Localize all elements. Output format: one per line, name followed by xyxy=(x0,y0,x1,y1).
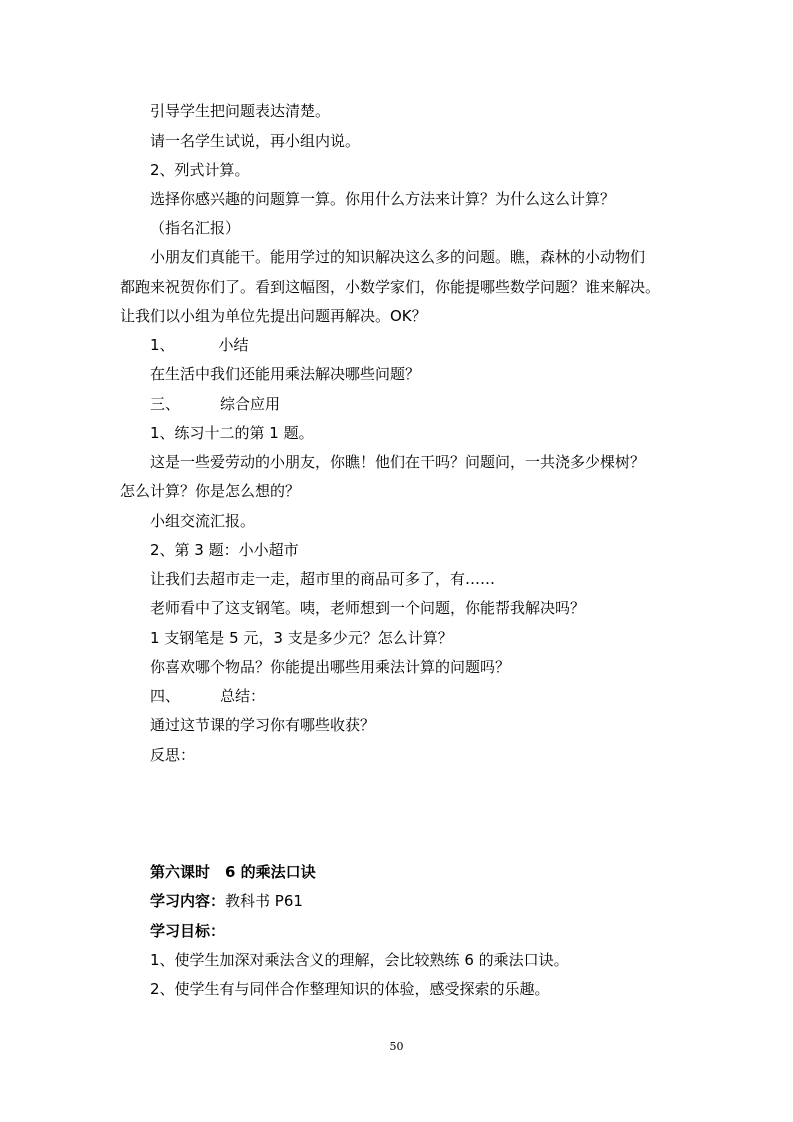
paragraph-line: 2、列式计算。 xyxy=(150,161,250,179)
paragraph-line: 都跑来祝贺你们了。看到这幅图，小数学家们，你能提哪些数学问题？谁来解决。 xyxy=(120,278,661,296)
lesson-content xyxy=(150,891,303,911)
paragraph-line: 让我们以小组为单位先提出问题再解决。OK？ xyxy=(120,307,427,325)
paragraph-line: 选择你感兴趣的问题算一算。你用什么方法来计算？为什么这么计算？ xyxy=(150,190,616,208)
section-heading-application xyxy=(150,394,280,414)
section-title: 小结 xyxy=(218,336,249,354)
paragraph-line: 2、第 3 题：小小超市 xyxy=(150,541,299,559)
paragraph-line: 1、练习十二的第 1 题。 xyxy=(150,424,314,442)
paragraph-line: 怎么计算？你是怎么想的？ xyxy=(120,482,301,500)
page-number: 50 xyxy=(389,1040,404,1053)
section-number: 四、 xyxy=(150,687,181,705)
paragraph-line: 请一名学生试说，再小组内说。 xyxy=(150,132,361,150)
paragraph-line: 让我们去超市走一走，超市里的商品可多了，有…… xyxy=(150,570,496,588)
paragraph-line: 在生活中我们还能用乘法解决哪些问题？ xyxy=(150,365,421,383)
section-heading-conclusion xyxy=(150,686,265,706)
lesson-goal-item: 2、使学生有与同伴合作整理知识的体验，感受探索的乐趣。 xyxy=(150,980,550,998)
lesson-title: 第六课时 6 的乘法口诀 xyxy=(150,863,316,881)
paragraph-line: 小朋友们真能干。能用学过的知识解决这么多的问题。瞧，森林的小动物们 xyxy=(150,248,646,266)
paragraph-line: 小组交流汇报。 xyxy=(150,512,256,530)
section-heading-summary xyxy=(150,335,249,355)
section-title: 总结： xyxy=(220,687,266,705)
paragraph-line: 这是一些爱劳动的小朋友，你瞧！他们在干吗？问题问，一共浇多少棵树？ xyxy=(150,453,646,471)
paragraph-line: 引导学生把问题表达清楚。 xyxy=(150,102,331,120)
paragraph-line: （指名汇报） xyxy=(150,219,241,237)
section-title: 综合应用 xyxy=(220,395,281,413)
lesson-content-value: 教科书 P61 xyxy=(225,892,303,910)
paragraph-line: 1 支钢笔是 5 元，3 支是多少元？怎么计算？ xyxy=(150,629,453,647)
lesson-goals-label: 学习目标： xyxy=(150,922,226,940)
paragraph-line: 反思： xyxy=(150,746,196,764)
lesson-content-label: 学习内容： xyxy=(150,892,226,910)
section-number: 1、 xyxy=(150,336,175,354)
paragraph-line: 你喜欢哪个物品？你能提出哪些用乘法计算的问题吗？ xyxy=(150,658,511,676)
section-number: 三、 xyxy=(150,395,181,413)
paragraph-line: 老师看中了这支钢笔。咦，老师想到一个问题，你能帮我解决吗？ xyxy=(150,599,586,617)
paragraph-line: 通过这节课的学习你有哪些收获？ xyxy=(150,716,376,734)
lesson-goal-item: 1、使学生加深对乘法含义的理解，会比较熟练 6 的乘法口诀。 xyxy=(150,951,569,969)
